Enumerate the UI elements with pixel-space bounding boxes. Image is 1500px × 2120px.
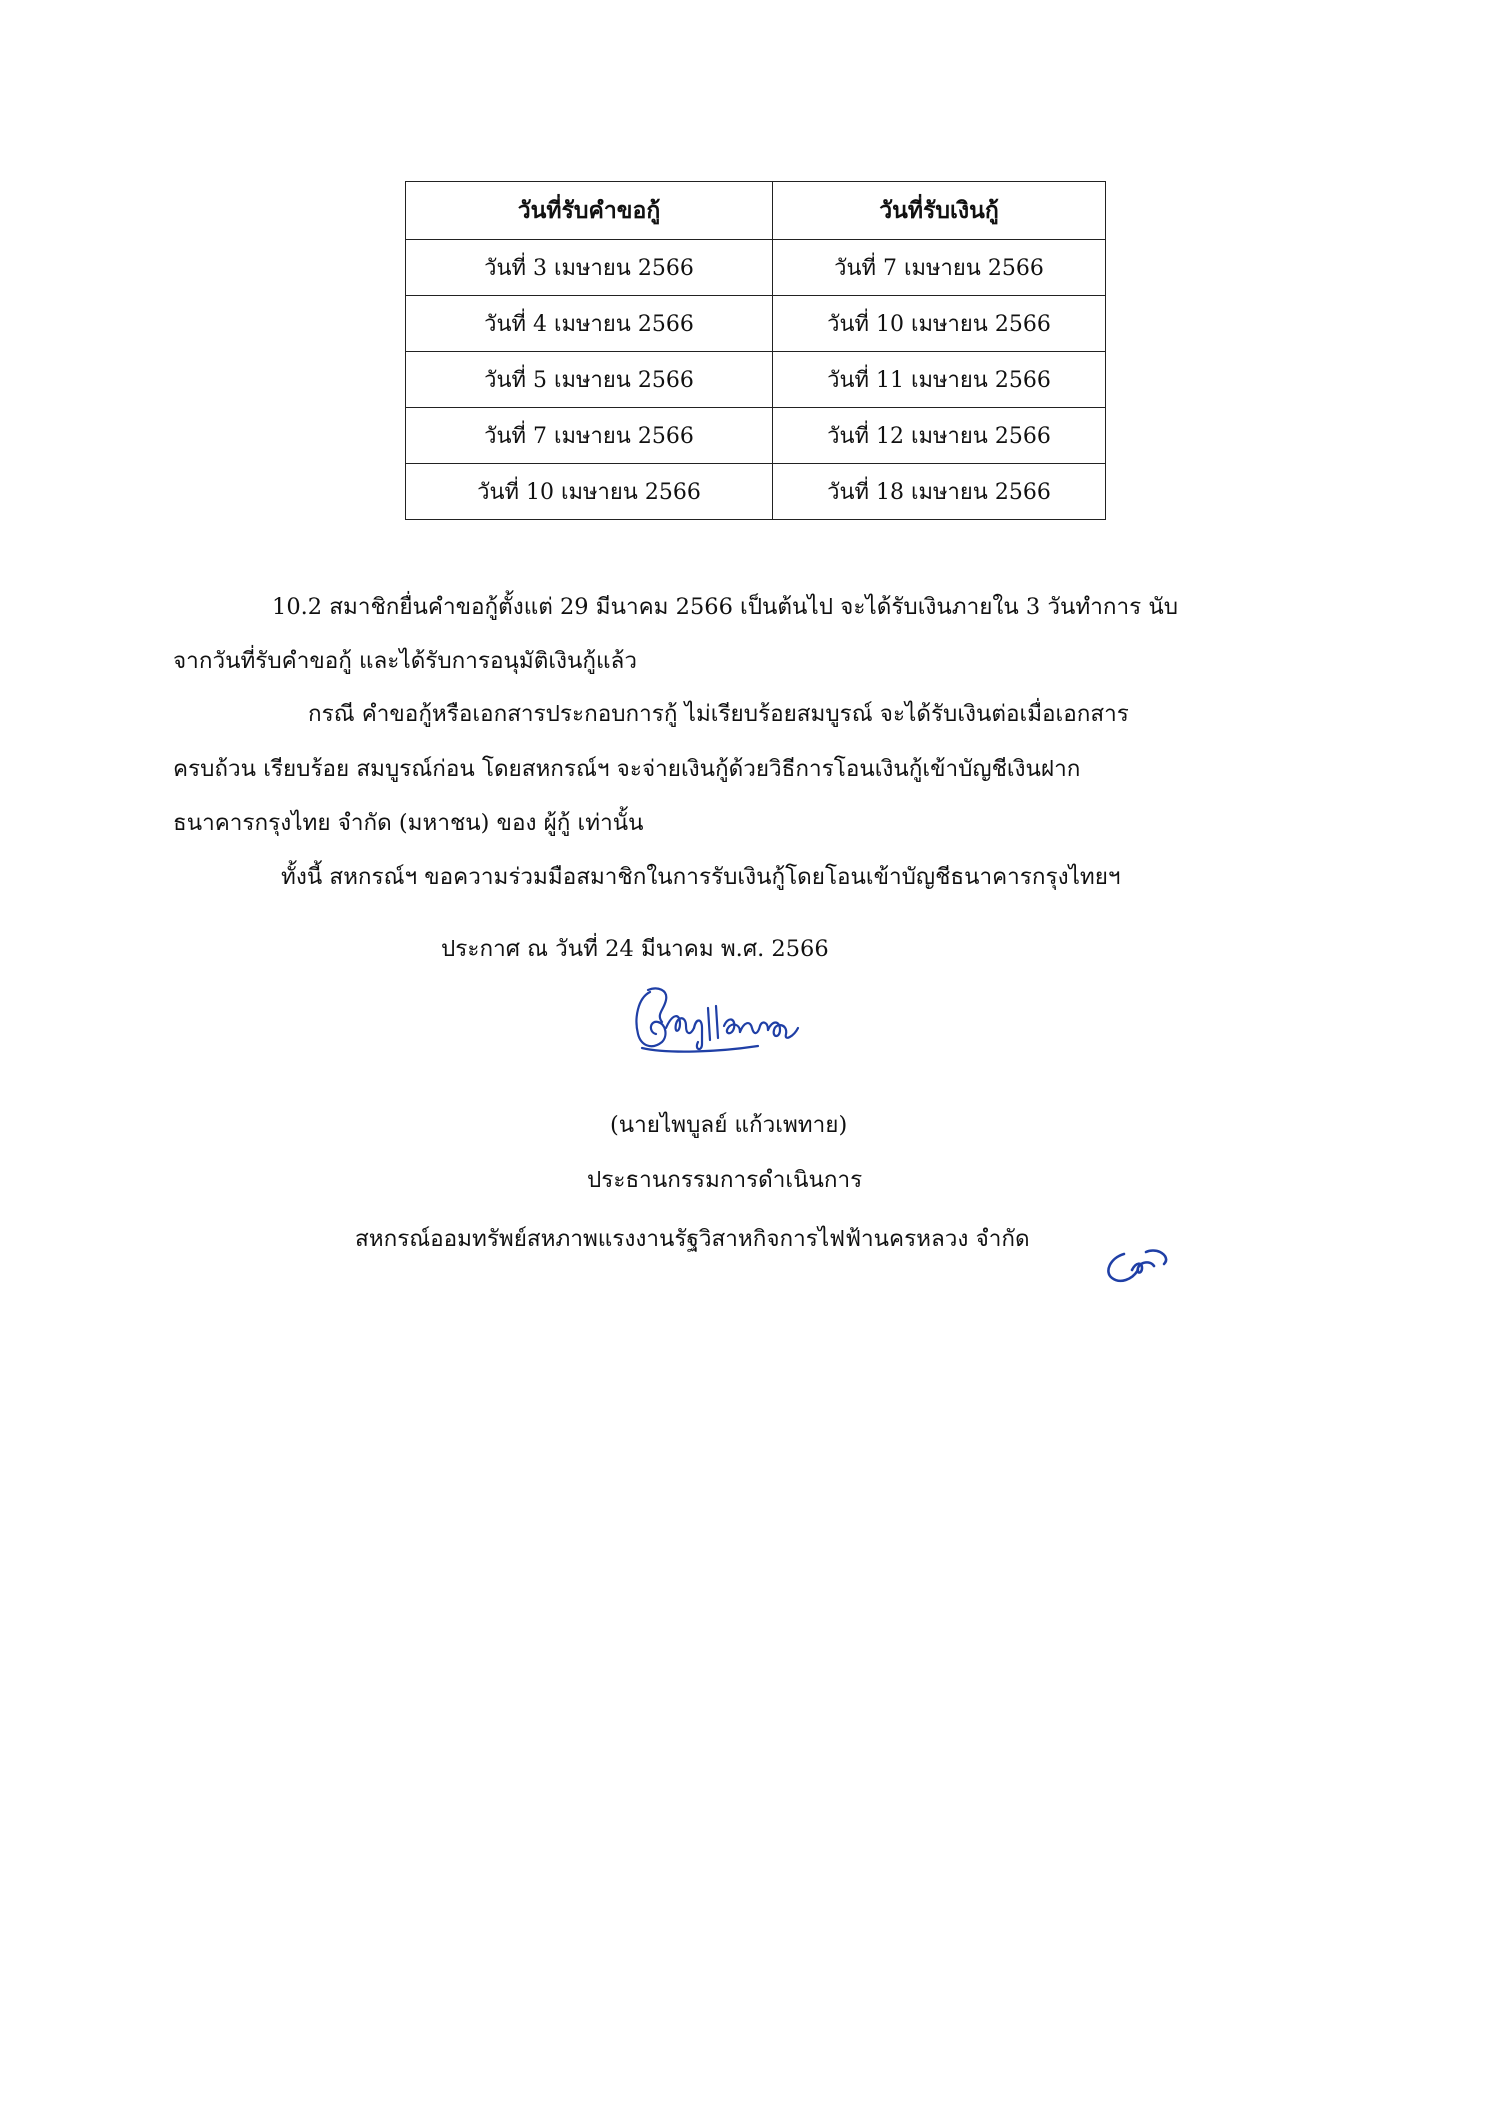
receive-date-cell: วันที่ 10 เมษายน 2566 [773,296,1106,352]
receive-date-cell: วันที่ 7 เมษายน 2566 [773,240,1106,296]
paragraph-cooperation: ทั้งนี้ สหกรณ์ฯ ขอความร่วมมือสมาชิกในการรับเงินกู้โดยโอนเข้าบัญชีธนาคารกรุงไทยฯ [281,864,1121,890]
handwritten-signature [628,984,828,1056]
table-row [406,408,1106,464]
paragraph-incomplete-case-line-2: ครบถ้วน เรียบร้อย สมบูรณ์ก่อน โดยสหกรณ์ฯ จะจ่ายเงินกู้ด้วยวิธีการโอนเงินกู้เข้าบัญชีเงินฝาก [173,756,1081,782]
receive-date-cell: วันที่ 18 เมษายน 2566 [773,464,1106,520]
paragraph-10-2-line-1: 10.2 สมาชิกยื่นคำขอกู้ตั้งแต่ 29 มีนาคม 2566 เป็นต้นไป จะได้รับเงินภายใน 3 วันทำการ นับ [272,594,1179,620]
request-date-cell: วันที่ 4 เมษายน 2566 [406,296,773,352]
loan-schedule-table [405,181,1106,520]
table-row [406,464,1106,520]
handwritten-initials [1098,1240,1173,1290]
receive-date-cell: วันที่ 11 เมษายน 2566 [773,352,1106,408]
paragraph-incomplete-case-line-3: ธนาคารกรุงไทย จำกัด (มหาชน) ของ ผู้กู้ เท่านั้น [173,810,644,836]
header-receive-date: วันที่รับเงินกู้ [773,182,1106,240]
table-row [406,352,1106,408]
paragraph-incomplete-case-line-1: กรณี คำขอกู้หรือเอกสารประกอบการกู้ ไม่เรียบร้อยสมบูรณ์ จะได้รับเงินต่อเมื่อเอกสาร [308,701,1129,727]
receive-date-cell: วันที่ 12 เมษายน 2566 [773,408,1106,464]
request-date-cell: วันที่ 7 เมษายน 2566 [406,408,773,464]
request-date-cell: วันที่ 5 เมษายน 2566 [406,352,773,408]
signer-name: (นายไพบูลย์ แก้วเพทาย) [610,1112,848,1138]
request-date-cell: วันที่ 10 เมษายน 2566 [406,464,773,520]
organization-name: สหกรณ์ออมทรัพย์สหภาพแรงงานรัฐวิสาหกิจการไฟฟ้านครหลวง จำกัด [355,1226,1030,1252]
request-date-cell: วันที่ 3 เมษายน 2566 [406,240,773,296]
table-header-row [406,182,1106,240]
header-request-date: วันที่รับคำขอกู้ [406,182,773,240]
announcement-date: ประกาศ ณ วันที่ 24 มีนาคม พ.ศ. 2566 [441,936,829,962]
table-row [406,296,1106,352]
signer-position: ประธานกรรมการดำเนินการ [587,1167,863,1193]
paragraph-10-2-line-2: จากวันที่รับคำขอกู้ และได้รับการอนุมัติเงินกู้แล้ว [173,648,637,674]
table-row [406,240,1106,296]
